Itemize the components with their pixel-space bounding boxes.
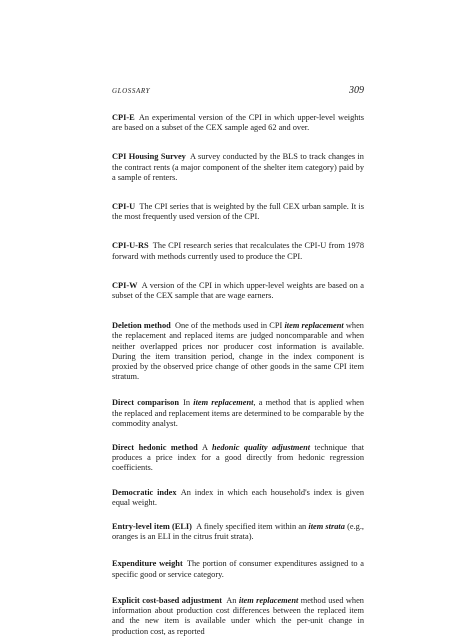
glossary-term: Democratic index — [112, 487, 177, 497]
glossary-entry — [112, 488, 364, 508]
cross-reference-term: item replacement — [193, 398, 254, 408]
glossary-entries — [112, 113, 364, 637]
definition-text: method used when information about production cost differences between the replaced item and the new item is available under which the per-unit change in production cost, as reported — [112, 595, 364, 636]
glossary-term: Expenditure weight — [112, 559, 183, 569]
page-number: 309 — [349, 85, 364, 96]
glossary-term: CPI-U — [112, 202, 136, 212]
glossary-entry — [112, 152, 364, 183]
glossary-entry — [112, 113, 364, 133]
glossary-term: Deletion method — [112, 321, 171, 331]
definition-text: In — [183, 398, 194, 408]
definition-text: A — [201, 443, 213, 453]
glossary-entry — [112, 241, 364, 261]
definition-text: The portion of consumer expenditures assigned to a specific good or service category. — [112, 559, 364, 579]
definition-text: One of the methods used in CPI — [174, 321, 285, 331]
definition-text: , a method that is applied when the replaced and replacement items are determined to be comparable by the commodity analyst. — [112, 398, 364, 428]
definition-text: technique that produces a price index for a good directly from hedonic regression coefficients. — [112, 443, 365, 473]
glossary-term: CPI-U-RS — [112, 241, 149, 251]
cross-reference-term: item strata — [308, 522, 345, 532]
definition-text: The CPI research series that recalculates the CPI-U from 1978 forward with methods currently used to produce the CPI. — [112, 241, 364, 261]
glossary-entry — [112, 281, 364, 301]
running-head — [112, 87, 364, 99]
cross-reference-term: hedonic quality adjustment — [212, 443, 311, 453]
glossary-entry — [112, 522, 364, 542]
definition-text: An experimental version of the CPI in which upper-level weights are based on a subset of the CEX sample aged 62 and over. — [112, 113, 364, 133]
definition-text: An index in which each household's index is given equal weight. — [112, 487, 364, 507]
definition-text: The CPI series that is weighted by the full CEX urban sample. It is the most frequently used version of the CPI. — [112, 202, 364, 222]
glossary-term: CPI-E — [112, 113, 135, 122]
glossary-entry — [112, 202, 364, 222]
glossary-term: Explicit cost-based adjustment — [112, 595, 223, 605]
definition-text: A survey conducted by the BLS to track changes in the contract rents (a major component of the shelter item category) paid by a sample of renters. — [112, 152, 364, 182]
running-head-section: GLOSSARY — [112, 87, 151, 95]
glossary-term: Direct comparison — [112, 398, 179, 408]
glossary-entry — [112, 443, 364, 474]
glossary-term: CPI-W — [112, 280, 138, 290]
definition-text: A version of the CPI in which upper-level weights are based on a subset of the CEX sample that are wage earners. — [112, 280, 364, 301]
definition-text: when the replacement and replaced items are judged noncomparable and when neither overlapped prices nor producer cost information is available. During the item transition period, change in the index component is proxied by the observed price change of other goods in the same CPI item stratum. — [112, 321, 364, 382]
glossary-entry — [112, 321, 364, 382]
definition-text: A finely specified item within an — [196, 522, 309, 532]
definition-text: An — [226, 595, 239, 605]
glossary-entry — [112, 559, 364, 579]
glossary-entry — [112, 398, 364, 429]
glossary-term: Entry-level item (ELI) — [112, 522, 192, 532]
cross-reference-term: item replacement — [238, 595, 299, 605]
cross-reference-term: item replacement — [284, 321, 344, 331]
glossary-term: CPI Housing Survey — [112, 152, 186, 162]
glossary-entry — [112, 596, 364, 637]
definition-text: (e.g., oranges is an ELI in the citrus fruit strata). — [112, 522, 365, 542]
glossary-term: Direct hedonic method — [112, 443, 198, 453]
